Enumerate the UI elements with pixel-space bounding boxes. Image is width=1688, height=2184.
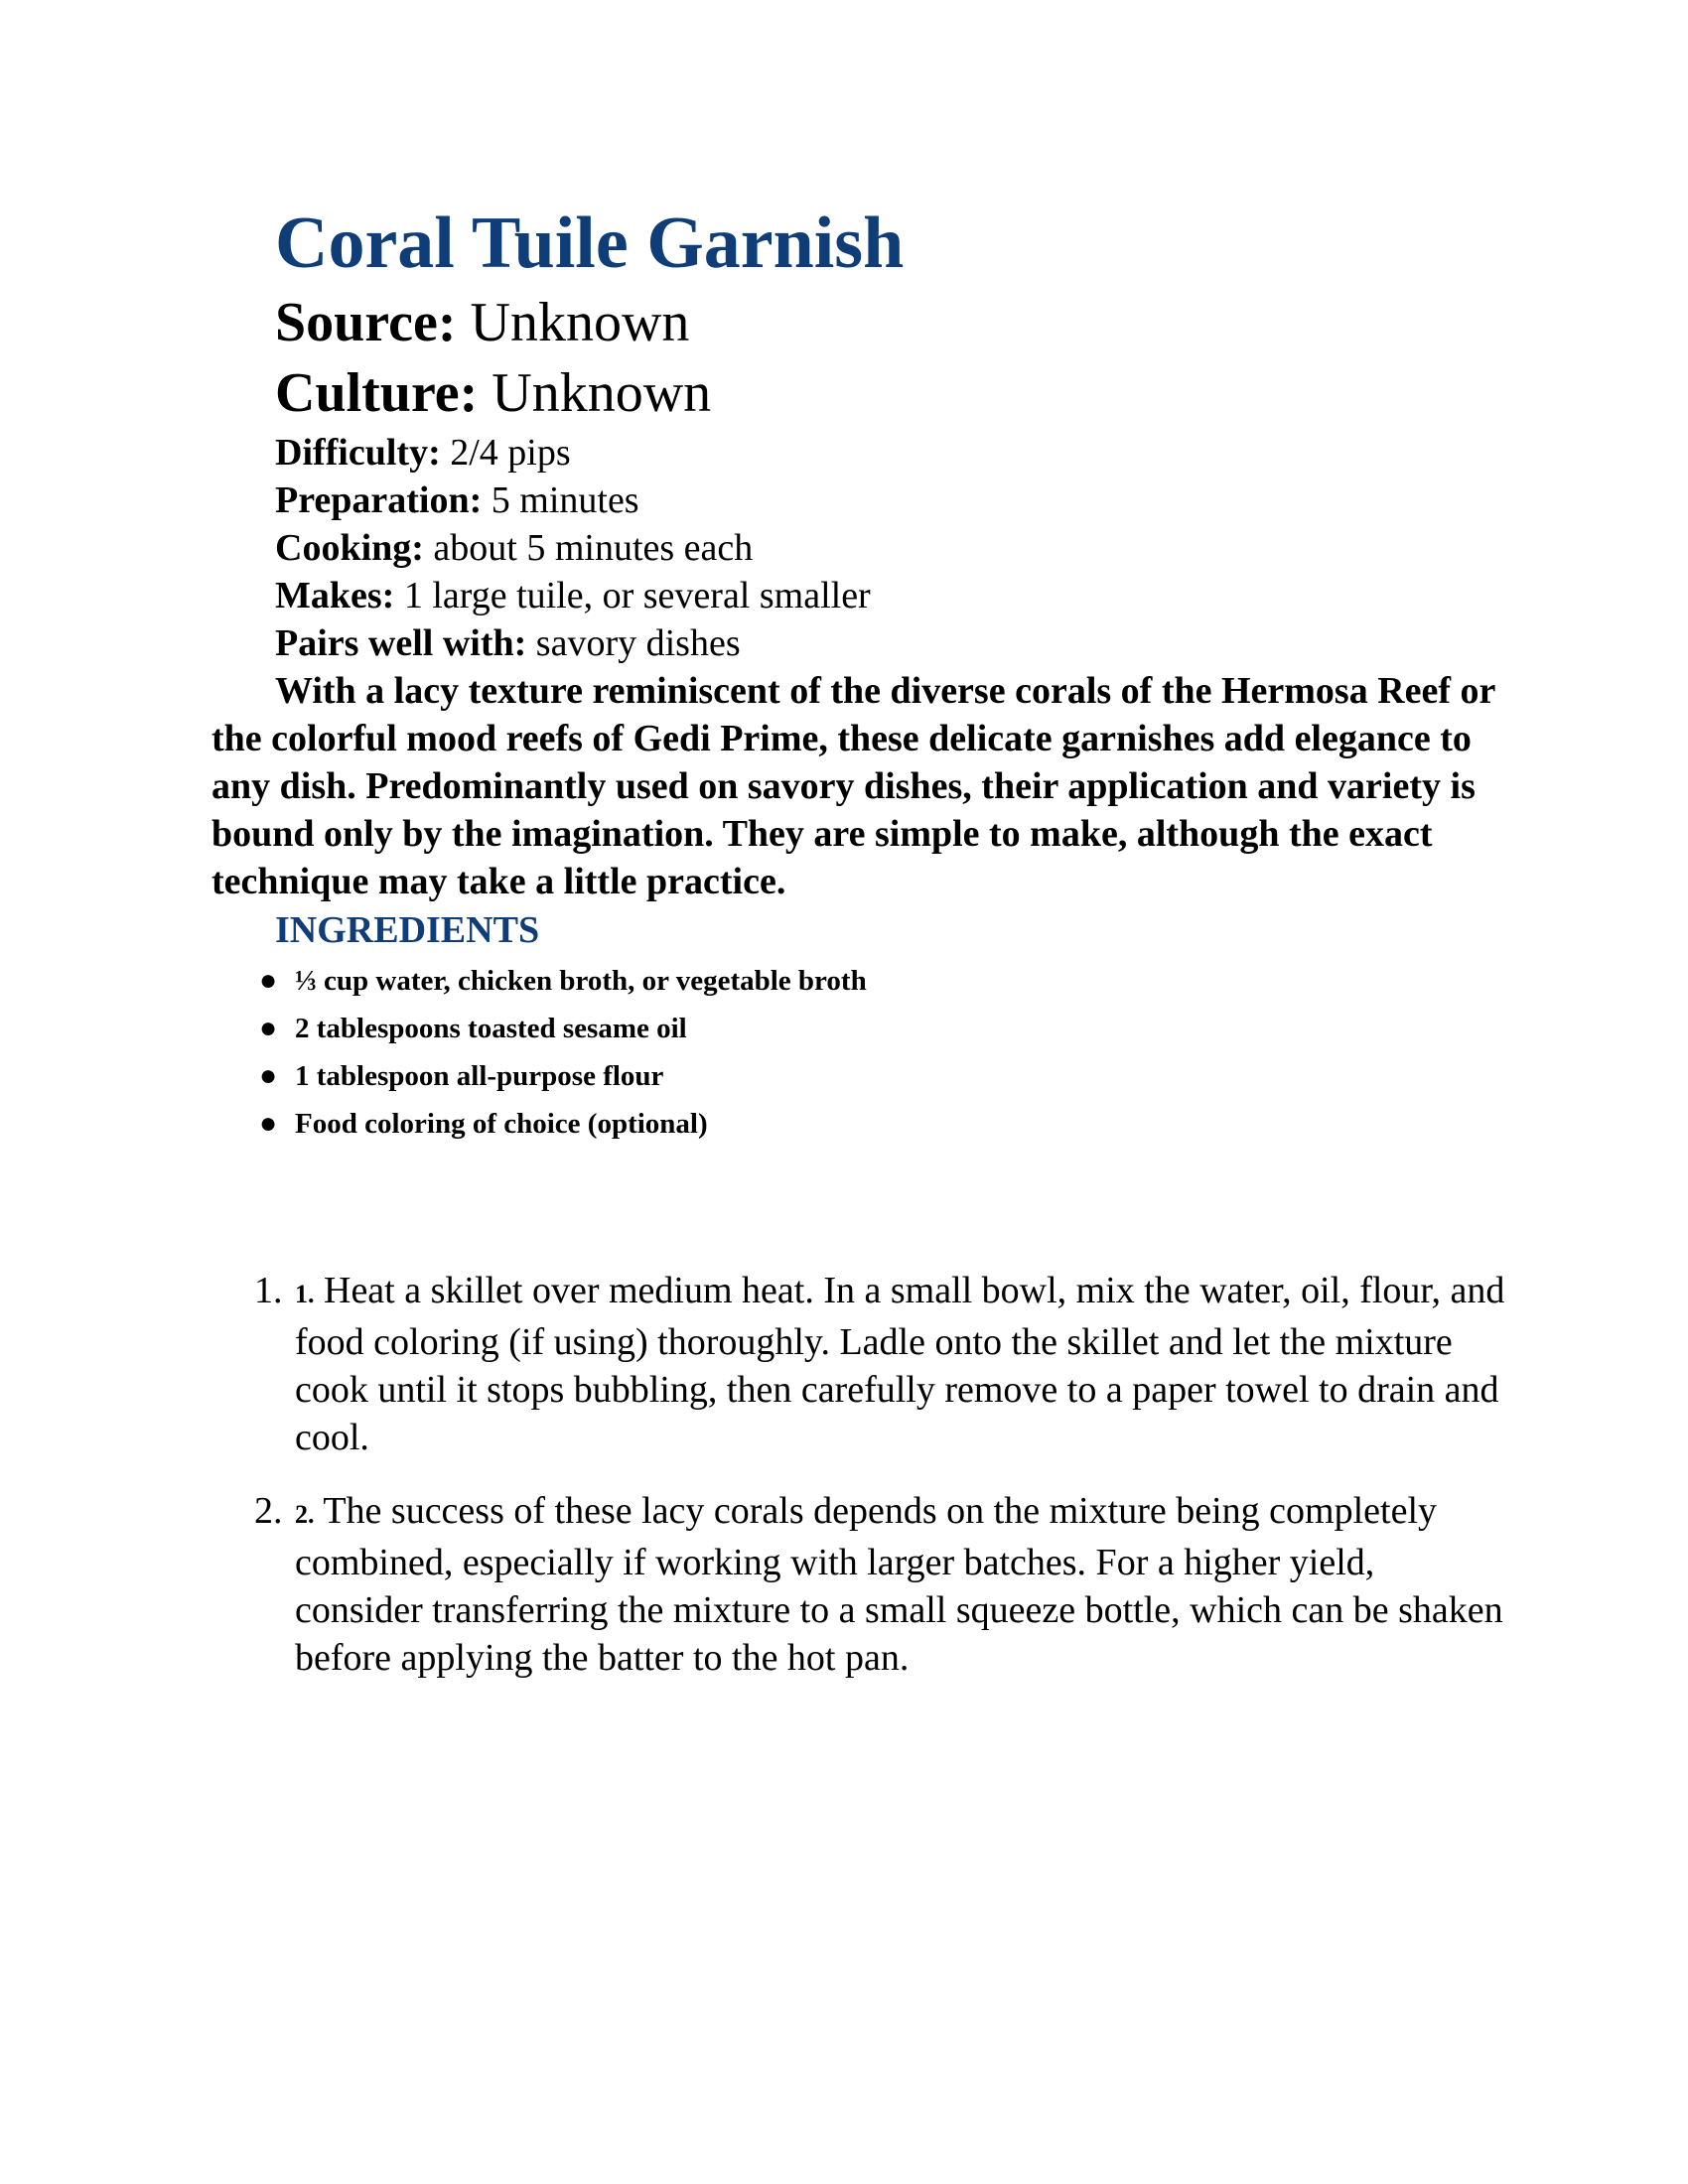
step-number: 2. [254,1490,283,1532]
step-subnumber: 2. [295,1500,315,1529]
ingredient-text: ⅓ cup water, chicken broth, or vegetable broth [295,965,867,997]
recipe-intro: With a lacy texture reminiscent of the diverse corals of the Hermosa Reef or the colorful mood reefs of Gedi Prime, these delicate garnishes add elegance to any dish. Predominantly used on savory dishes, their application and variety is bound only by the imagination. They are simple to make, although the exact technique may take a little practice. [211,670,1495,902]
ingredient-text: 2 tablespoons toasted sesame oil [295,1013,687,1044]
cooking-label: Cooking: [275,527,424,569]
ingredients-list [259,957,867,1148]
difficulty-value: 2/4 pips [450,432,571,474]
step-text: The success of these lacy corals depends on the mixture being completely combined, especially if working with larger batches. For a higher yield, consider transferring the mixture to a small squeeze bottle, which can be shaken before applying the batter to the hot pan. [295,1490,1503,1679]
steps-list [254,1267,1505,1707]
culture-value: Unknown [492,362,712,424]
difficulty-line [275,429,571,477]
bullet-icon: ● [259,964,278,997]
cooking-line [275,524,753,572]
ingredients-heading: INGREDIENTS [275,909,540,951]
culture-line [275,358,711,428]
pairs-label: Pairs well with: [275,622,527,664]
difficulty-label: Difficulty: [275,432,441,474]
source-label: Source: [275,292,457,353]
source-value: Unknown [470,292,690,353]
step-subnumber: 1. [295,1280,315,1308]
step-number: 1. [254,1270,283,1311]
ingredient-item [259,957,867,1005]
makes-line [275,572,871,619]
step-item [254,1267,1505,1461]
recipe-title: Coral Tuile Garnish [275,203,905,284]
preparation-value: 5 minutes [491,479,639,521]
step-text: Heat a skillet over medium heat. In a small bowl, mix the water, oil, flour, and food coloring (if using) thoroughly. Ladle onto the skillet and let the mixture cook until it stops bubbling, then carefully remove to a paper towel to drain and cool. [295,1270,1505,1458]
bullet-icon: ● [259,1059,278,1092]
pairs-value: savory dishes [535,622,741,664]
cooking-value: about 5 minutes each [433,527,754,569]
ingredient-text: Food coloring of choice (optional) [295,1108,708,1140]
preparation-label: Preparation: [275,479,483,521]
bullet-icon: ● [259,1107,278,1140]
pairs-line [275,619,741,667]
preparation-line [275,477,639,524]
makes-value: 1 large tuile, or several smaller [403,575,871,616]
ingredient-item [259,1052,867,1100]
bullet-icon: ● [259,1012,278,1044]
ingredient-item [259,1005,867,1052]
culture-label: Culture: [275,362,479,424]
source-line [275,288,689,357]
ingredient-text: 1 tablespoon all-purpose flour [295,1060,664,1092]
makes-label: Makes: [275,575,395,616]
step-item [254,1487,1505,1682]
ingredient-item [259,1100,867,1148]
